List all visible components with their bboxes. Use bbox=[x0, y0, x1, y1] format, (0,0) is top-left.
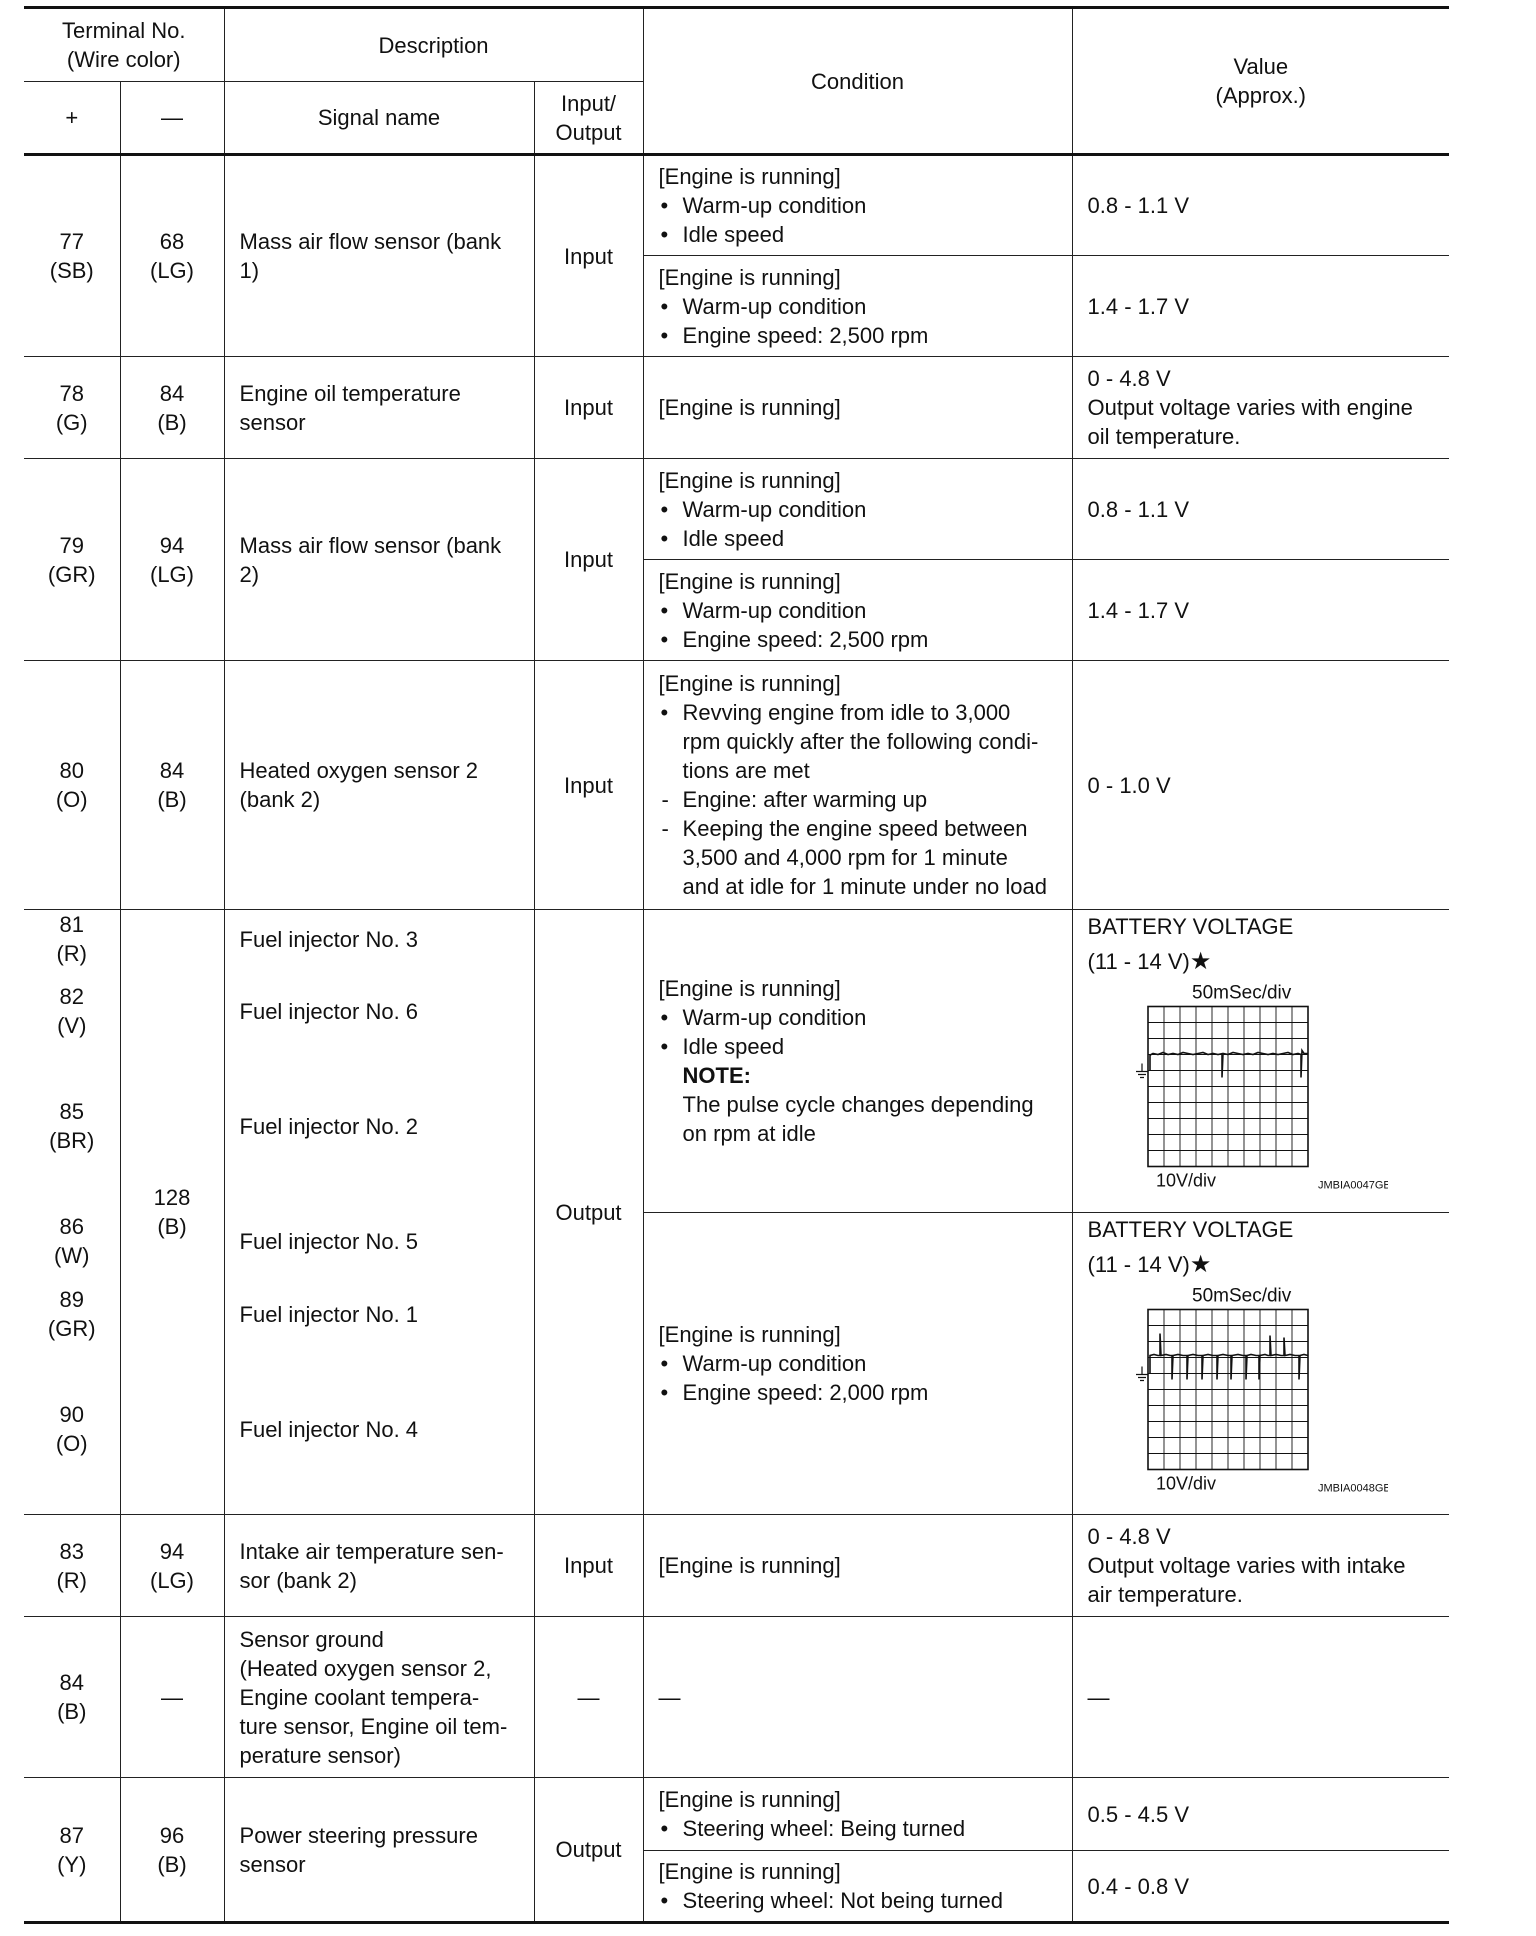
plus-terminal bbox=[24, 459, 120, 661]
terminal-number: 86 bbox=[59, 1214, 84, 1239]
minus-terminal bbox=[120, 661, 224, 910]
value-cell: 0.8 - 1.1 V bbox=[1072, 155, 1449, 256]
signal-line: Power steering pressure bbox=[239, 1822, 478, 1848]
condition-header: Condition bbox=[643, 8, 1072, 155]
table-row bbox=[24, 661, 1449, 910]
terminal-number: 79 bbox=[59, 532, 84, 558]
terminal-85 bbox=[24, 1097, 120, 1155]
condition-item: • Engine speed: 2,000 rpm bbox=[659, 1378, 1066, 1407]
condition-heading: [Engine is running] bbox=[658, 164, 841, 189]
condition-line: and at idle for 1 minute under no load bbox=[682, 874, 1048, 899]
terminal-number: 78 bbox=[59, 380, 84, 406]
terminal-number: 85 bbox=[59, 1099, 84, 1124]
condition-list bbox=[659, 495, 1066, 553]
terminal-number: 80 bbox=[59, 758, 84, 783]
condition-cell bbox=[643, 1213, 1072, 1515]
star-icon: ★ bbox=[1189, 948, 1212, 975]
condition-cell bbox=[643, 256, 1072, 357]
terminal-number: 89 bbox=[59, 1287, 84, 1312]
condition-item: • Warm-up condition bbox=[659, 596, 1066, 625]
wire-color: (V) bbox=[57, 1013, 87, 1038]
value-header bbox=[1072, 8, 1449, 155]
figure-code: JMBIA0048GB bbox=[1317, 1482, 1388, 1495]
condition-line: - Keeping the engine speed between bbox=[682, 816, 1028, 841]
value-line: 0 - 4.8 V bbox=[1087, 366, 1171, 391]
signal-line: sensor bbox=[239, 1851, 306, 1877]
wire-color: (LG) bbox=[150, 1567, 194, 1593]
terminal-number: 68 bbox=[159, 229, 185, 254]
minus-terminal bbox=[120, 910, 224, 1515]
condition-cell bbox=[643, 459, 1072, 560]
terminal-number: 84 bbox=[159, 380, 185, 406]
terminal-header-line1: Terminal No. bbox=[62, 18, 186, 43]
value-header-line2: (Approx.) bbox=[1215, 83, 1307, 108]
terminal-82 bbox=[24, 982, 120, 1040]
signal-line: Fuel injector No. 2 bbox=[239, 1114, 419, 1139]
value-line: Output voltage varies with engine bbox=[1087, 395, 1413, 420]
io-type: Input bbox=[534, 357, 643, 459]
plus-terminal bbox=[24, 661, 120, 910]
wire-color: (BR) bbox=[49, 1128, 95, 1153]
signal-line: perature sensor) bbox=[239, 1742, 401, 1768]
value-cell bbox=[1072, 357, 1449, 459]
io-type: Input bbox=[534, 661, 643, 910]
signal-name bbox=[224, 1617, 534, 1778]
signal-line: sensor bbox=[239, 409, 306, 435]
note-text: The pulse cycle changes depending bbox=[682, 1092, 1034, 1117]
condition-item: • Warm-up condition bbox=[659, 1003, 1066, 1032]
condition-heading: [Engine is running] bbox=[658, 1322, 841, 1347]
wire-color: (GR) bbox=[47, 561, 96, 587]
value-cell: 0.5 - 4.5 V bbox=[1072, 1778, 1449, 1851]
terminal-number: 84 bbox=[59, 1670, 84, 1695]
minus-terminal: — bbox=[120, 1617, 224, 1778]
signal-line: Fuel injector No. 1 bbox=[239, 1302, 419, 1327]
plus-terminal-group bbox=[24, 910, 120, 1515]
minus-terminal bbox=[120, 357, 224, 459]
signal-name bbox=[224, 459, 534, 661]
waveform-trace bbox=[1150, 1334, 1308, 1380]
oscilloscope-waveform-idle bbox=[1088, 976, 1388, 1196]
signal-name-header: Signal name bbox=[224, 82, 534, 155]
star-icon: ★ bbox=[1189, 1251, 1212, 1278]
wire-color: (LG) bbox=[150, 561, 194, 587]
condition-line: rpm quickly after the following condi- bbox=[682, 729, 1039, 754]
condition-list bbox=[659, 1886, 1066, 1915]
condition-cell bbox=[643, 910, 1072, 1213]
wire-color: (B) bbox=[157, 409, 187, 435]
signal-name-group bbox=[224, 910, 534, 1515]
range-text: (11 - 14 V) bbox=[1087, 1252, 1190, 1277]
condition-heading: [Engine is running] bbox=[658, 568, 841, 594]
voltage-range bbox=[1088, 947, 1444, 976]
wire-color: (Y) bbox=[57, 1851, 87, 1877]
plus-header: + bbox=[24, 82, 120, 155]
terminal-81 bbox=[24, 910, 120, 968]
terminal-number: 94 bbox=[159, 1538, 185, 1564]
value-cell bbox=[1072, 910, 1449, 1213]
condition-cell bbox=[643, 1851, 1072, 1923]
wire-color: (B) bbox=[157, 787, 187, 812]
condition-list bbox=[659, 1003, 1066, 1061]
scope-grid bbox=[1148, 1310, 1308, 1470]
condition-line: 3,500 and 4,000 rpm for 1 minute bbox=[682, 845, 1008, 870]
terminal-number: 84 bbox=[159, 758, 185, 783]
figure-code: JMBIA0047GB bbox=[1317, 1179, 1388, 1192]
io-header-line2: Output bbox=[555, 119, 622, 145]
minus-terminal bbox=[120, 1515, 224, 1617]
condition-cell bbox=[643, 661, 1072, 910]
signal-name bbox=[224, 661, 534, 910]
condition-cell bbox=[643, 1778, 1072, 1851]
value-cell: — bbox=[1072, 1617, 1449, 1778]
description-header: Description bbox=[224, 8, 643, 82]
value-line: air temperature. bbox=[1087, 1582, 1243, 1607]
io-header bbox=[534, 82, 643, 155]
condition-cell bbox=[643, 560, 1072, 661]
condition-list bbox=[659, 191, 1066, 249]
condition-list bbox=[659, 1814, 1066, 1843]
condition-subitem bbox=[659, 814, 1066, 901]
ground-icon bbox=[1136, 1064, 1148, 1078]
table-row bbox=[24, 1515, 1449, 1617]
condition-cell bbox=[643, 155, 1072, 256]
io-type: Output bbox=[534, 1778, 643, 1923]
terminal-number: 77 bbox=[59, 229, 84, 254]
condition-item: • Idle speed bbox=[659, 220, 1066, 249]
terminal-number: 94 bbox=[159, 532, 185, 558]
wire-color: (GR) bbox=[47, 1316, 96, 1341]
plus-terminal bbox=[24, 357, 120, 459]
condition-item: • Warm-up condition bbox=[659, 191, 1066, 220]
wire-color: (W) bbox=[54, 1243, 90, 1268]
condition-heading: [Engine is running] bbox=[658, 467, 841, 493]
condition-line: tions are met bbox=[682, 758, 810, 783]
terminal-90 bbox=[24, 1400, 120, 1458]
plus-terminal bbox=[24, 1617, 120, 1778]
terminal-header-line2: (Wire color) bbox=[66, 47, 181, 72]
header-row-1 bbox=[24, 8, 1449, 82]
condition-heading: [Engine is running] bbox=[658, 264, 841, 290]
time-div-label: 50mSec/div bbox=[1191, 1285, 1291, 1307]
value-line: oil temperature. bbox=[1087, 424, 1241, 449]
terminal-number: 81 bbox=[59, 912, 84, 937]
signal-line: (Heated oxygen sensor 2, bbox=[239, 1655, 492, 1681]
condition-item: • Engine speed: 2,500 rpm bbox=[659, 625, 1066, 654]
oscilloscope-waveform-2000rpm bbox=[1088, 1279, 1388, 1499]
condition-item: • Steering wheel: Not being turned bbox=[659, 1886, 1066, 1915]
terminal-number: 90 bbox=[59, 1402, 84, 1427]
signal-line: (bank 2) bbox=[239, 787, 321, 812]
wire-color: (B) bbox=[57, 1699, 87, 1724]
signal-line: Intake air temperature sen- bbox=[239, 1538, 504, 1564]
io-type: Output bbox=[534, 910, 643, 1515]
plus-terminal bbox=[24, 1515, 120, 1617]
signal-line: Engine oil temperature bbox=[239, 380, 461, 406]
table-row bbox=[24, 459, 1449, 560]
minus-terminal bbox=[120, 459, 224, 661]
condition-subitem: - Engine: after warming up bbox=[659, 785, 1066, 814]
value-cell bbox=[1072, 1515, 1449, 1617]
scope-grid bbox=[1148, 1007, 1308, 1167]
condition-item: • Warm-up condition bbox=[659, 292, 1066, 321]
minus-terminal bbox=[120, 155, 224, 357]
signal-line: Mass air flow sensor (bank bbox=[239, 532, 502, 558]
condition-item bbox=[659, 698, 1066, 785]
wire-color: (R) bbox=[56, 941, 88, 966]
condition-heading: [Engine is running] bbox=[658, 1859, 841, 1884]
condition-heading: [Engine is running] bbox=[658, 671, 841, 696]
condition-list bbox=[659, 698, 1066, 901]
terminal-89 bbox=[24, 1285, 120, 1343]
battery-voltage-label: BATTERY VOLTAGE bbox=[1087, 914, 1294, 939]
wire-color: (G) bbox=[55, 409, 88, 435]
signal-line: Engine coolant tempera- bbox=[239, 1684, 480, 1710]
signal-line: Mass air flow sensor (bank bbox=[239, 229, 502, 254]
value-cell: 0 - 1.0 V bbox=[1072, 661, 1449, 910]
condition-cell: [Engine is running] bbox=[643, 357, 1072, 459]
io-type: Input bbox=[534, 1515, 643, 1617]
wire-color: (B) bbox=[157, 1214, 187, 1239]
io-type: Input bbox=[534, 459, 643, 661]
table-row bbox=[24, 357, 1449, 459]
signal-line: Sensor ground bbox=[239, 1626, 384, 1652]
condition-item: • Idle speed bbox=[659, 1032, 1066, 1061]
value-line: 0 - 4.8 V bbox=[1087, 1524, 1171, 1549]
terminal-number: 87 bbox=[59, 1822, 84, 1848]
terminal-86 bbox=[24, 1212, 120, 1270]
value-cell bbox=[1072, 1213, 1449, 1515]
condition-list bbox=[659, 596, 1066, 654]
signal-line: Heated oxygen sensor 2 bbox=[239, 758, 479, 783]
plus-terminal bbox=[24, 1778, 120, 1923]
signal-name bbox=[224, 1778, 534, 1923]
condition-item: • Warm-up condition bbox=[659, 495, 1066, 524]
condition-item: • Idle speed bbox=[659, 524, 1066, 553]
signal-name bbox=[224, 155, 534, 357]
value-cell: 1.4 - 1.7 V bbox=[1072, 256, 1449, 357]
terminal-table-wrapper bbox=[24, 6, 1449, 1924]
plus-terminal bbox=[24, 155, 120, 357]
terminal-number: 82 bbox=[59, 984, 84, 1009]
io-type: Input bbox=[534, 155, 643, 357]
signal-line: ture sensor, Engine oil tem- bbox=[239, 1713, 508, 1739]
signal-name bbox=[224, 1515, 534, 1617]
note-text: on rpm at idle bbox=[682, 1121, 816, 1146]
condition-item: • Steering wheel: Being turned bbox=[659, 1814, 1066, 1843]
volt-div-label: 10V/div bbox=[1155, 1170, 1216, 1191]
condition-heading: [Engine is running] bbox=[658, 1787, 841, 1812]
terminal-number: 83 bbox=[59, 1538, 84, 1564]
io-header-line1: Input/ bbox=[561, 90, 617, 116]
signal-line: Fuel injector No. 6 bbox=[239, 999, 419, 1024]
value-cell: 0.8 - 1.1 V bbox=[1072, 459, 1449, 560]
signal-line: Fuel injector No. 5 bbox=[239, 1229, 419, 1254]
value-header-line1: Value bbox=[1233, 54, 1289, 79]
table-row bbox=[24, 1617, 1449, 1778]
time-div-label: 50mSec/div bbox=[1191, 982, 1291, 1004]
signal-line: Fuel injector No. 4 bbox=[239, 1417, 419, 1442]
wire-color: (O) bbox=[55, 787, 88, 812]
minus-terminal bbox=[120, 1778, 224, 1923]
condition-item: • Warm-up condition bbox=[659, 1349, 1066, 1378]
signal-line: 1) bbox=[239, 258, 260, 283]
wire-color: (R) bbox=[56, 1567, 88, 1593]
voltage-range bbox=[1088, 1250, 1444, 1279]
terminal-number: 128 bbox=[153, 1185, 191, 1210]
volt-div-label: 10V/div bbox=[1155, 1473, 1216, 1494]
table-row bbox=[24, 155, 1449, 256]
signal-name bbox=[224, 357, 534, 459]
terminal-number: 96 bbox=[159, 1822, 185, 1848]
signal-line: sor (bank 2) bbox=[239, 1567, 357, 1593]
condition-list bbox=[659, 1349, 1066, 1407]
wire-color: (LG) bbox=[150, 258, 194, 283]
range-text: (11 - 14 V) bbox=[1087, 949, 1190, 974]
ground-icon bbox=[1136, 1367, 1148, 1381]
wire-color: (SB) bbox=[49, 258, 94, 283]
table-row bbox=[24, 910, 1449, 1213]
value-line: Output voltage varies with intake bbox=[1087, 1553, 1406, 1578]
condition-list bbox=[659, 292, 1066, 350]
value-cell: 1.4 - 1.7 V bbox=[1072, 560, 1449, 661]
note-label: NOTE: bbox=[682, 1063, 751, 1088]
ecm-terminal-table bbox=[24, 6, 1449, 1924]
minus-header: — bbox=[120, 82, 224, 155]
battery-voltage-label: BATTERY VOLTAGE bbox=[1087, 1217, 1294, 1242]
value-cell: 0.4 - 0.8 V bbox=[1072, 1851, 1449, 1923]
condition-cell: [Engine is running] bbox=[643, 1515, 1072, 1617]
wire-color: (O) bbox=[55, 1431, 88, 1456]
condition-item: • Engine speed: 2,500 rpm bbox=[659, 321, 1066, 350]
io-type: — bbox=[534, 1617, 643, 1778]
signal-line: Fuel injector No. 3 bbox=[239, 927, 419, 952]
signal-line: 2) bbox=[239, 561, 260, 587]
table-row bbox=[24, 1778, 1449, 1851]
condition-line: • Revving engine from idle to 3,000 bbox=[682, 700, 1011, 725]
terminal-no-header bbox=[24, 8, 224, 82]
condition-cell: — bbox=[643, 1617, 1072, 1778]
condition-heading: [Engine is running] bbox=[658, 976, 841, 1001]
wire-color: (B) bbox=[157, 1851, 187, 1877]
